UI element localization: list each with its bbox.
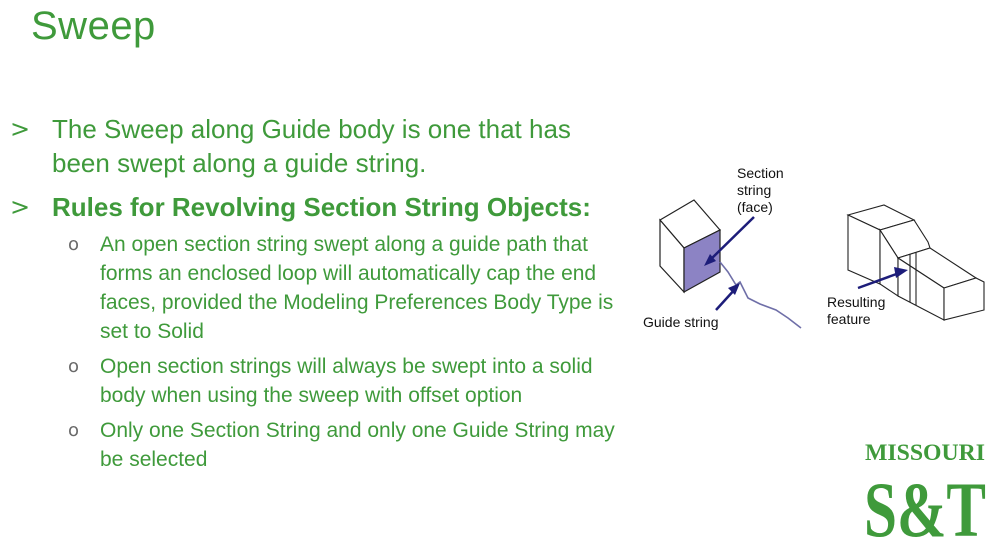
result-label-line1: Resulting: [827, 294, 886, 310]
sweep-diagram: [636, 160, 993, 340]
bullet-marker: >: [10, 115, 31, 143]
sub-bullet-list: [10, 230, 630, 474]
sub-bullet-enclosed-loop: [10, 230, 630, 346]
sub-bullet-text: Only one Section String and only one Guide String may be selected: [100, 419, 615, 471]
slide-title: Sweep: [31, 4, 156, 48]
sub-bullet-marker: o: [68, 356, 80, 377]
logo-st: S&T: [864, 466, 986, 542]
sub-bullet-text: Open section strings will always be swept into a solid body when using the sweep with offset option: [100, 355, 593, 407]
bullet-text: The Sweep along Guide body is one that has been swept along a guide string.: [52, 114, 571, 178]
guide-string-label: Guide string: [643, 314, 719, 330]
guide-string-curve: [720, 262, 801, 328]
bullet-rules-heading: [10, 190, 630, 224]
bullet-marker: >: [10, 193, 31, 221]
section-label-line2: string: [737, 182, 772, 198]
section-block: [660, 200, 720, 292]
section-label-line1: Section: [737, 165, 784, 181]
bullet-text: Rules for Revolving Section String Objects:: [52, 192, 591, 222]
logo-missouri: MISSOURI: [865, 440, 986, 465]
sub-bullet-offset-option: [10, 352, 630, 410]
missouri-st-logo: [862, 436, 988, 542]
sub-bullet-text: An open section string swept along a guide path that forms an enclosed loop will automatically cap the end faces, provided the Modeling Preferences Body Type is set to Solid: [100, 233, 614, 343]
sub-bullet-marker: o: [68, 234, 80, 255]
sub-bullet-marker: o: [68, 420, 80, 441]
result-label-line2: feature: [827, 311, 871, 327]
bullet-sweep-definition: [10, 112, 630, 180]
bullet-list: [10, 112, 630, 480]
sub-bullet-selection-limit: [10, 416, 630, 474]
section-label-line3: (face): [737, 199, 773, 215]
